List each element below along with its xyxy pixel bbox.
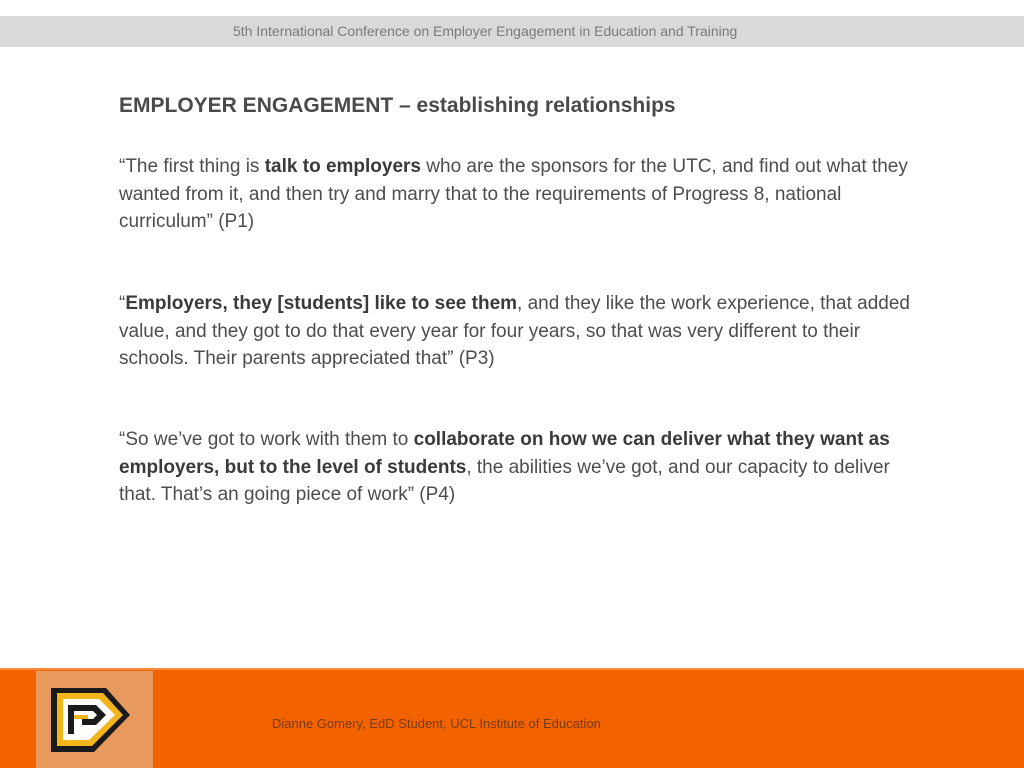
conference-title: 5th International Conference on Employer Engagement in Education and Training: [233, 23, 738, 39]
quote-p4: [119, 426, 919, 509]
footer-divider: [0, 668, 1024, 670]
header-bar: [0, 16, 1024, 47]
quote-text-emphasis: talk to employers: [264, 156, 421, 177]
quote-text-emphasis: Employers, they [students] like to see them: [125, 293, 518, 314]
quote-text-after: who are the sponsors for the UTC, and find out what they wanted from it, and then try and marry that to the requirements of Progress 8, national curriculum” (P1): [119, 156, 908, 232]
quote-text-before: “So we’ve got to work with them to: [119, 429, 414, 450]
quote-text-before: “: [119, 293, 126, 314]
logo: [36, 671, 153, 768]
quote-text-after: , and they like the work experience, that added value, and they got to do that every year for four years, so that was very different to their schools. Their parents appreciated that” (P3): [119, 293, 910, 369]
quote-p3: [119, 290, 919, 373]
edd-logo-icon: [48, 685, 140, 755]
footer-bar: [0, 668, 1024, 768]
quote-text-before: “The first thing is: [119, 156, 265, 177]
quote-text-emphasis: collaborate on how we can deliver what they want as employers, but to the level of students: [119, 429, 890, 478]
quote-text-after: , the abilities we’ve got, and our capacity to deliver that. That’s an going piece of work” (P4): [119, 456, 890, 505]
quote-p1: [119, 153, 919, 236]
footer-author: Dianne Gomery, EdD Student, UCL Institute of Education: [272, 716, 601, 731]
slide-title: EMPLOYER ENGAGEMENT – establishing relationships: [119, 94, 676, 117]
